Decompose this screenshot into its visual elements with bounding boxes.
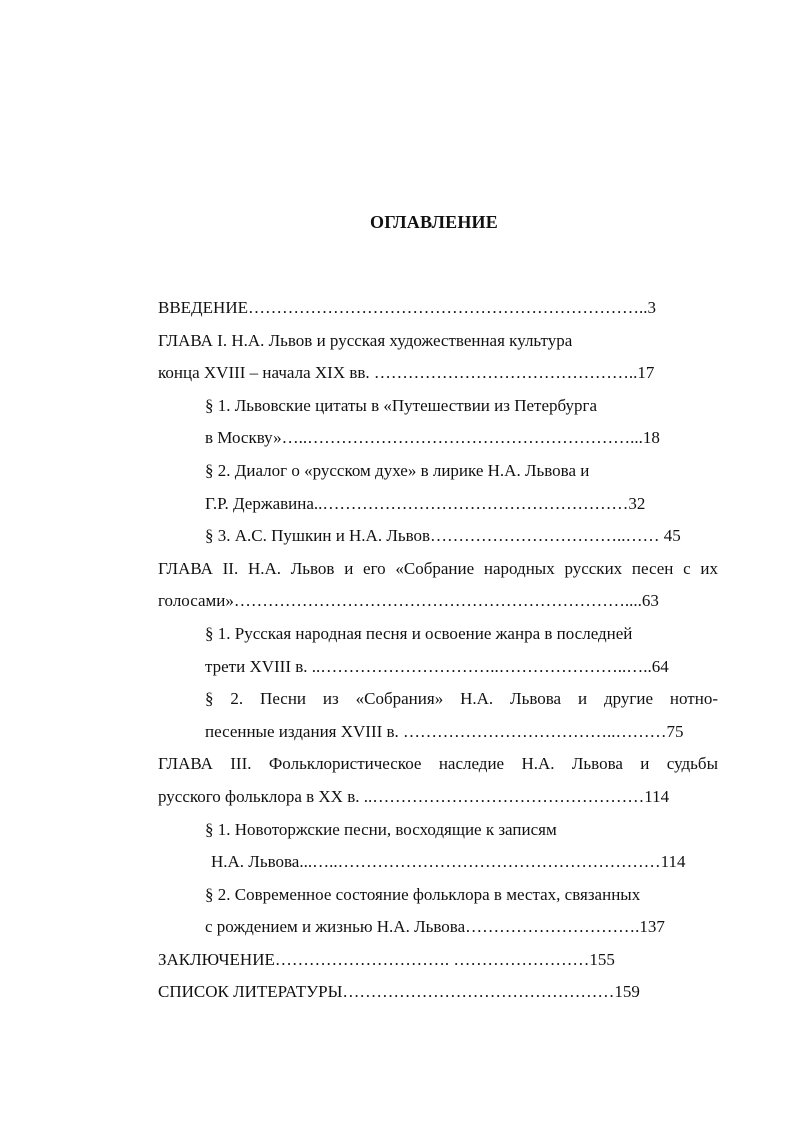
toc-section-3-2: § 2. Современное состояние фольклора в местах, связанных <box>205 884 641 904</box>
toc-section-2-1: § 1. Русская народная песня и освоение жанра в последней <box>205 623 633 643</box>
page-title: ОГЛАВЛЕНИЕ <box>370 212 498 232</box>
toc-section-2-2: § 2. Песни из «Собрания» Н.А. Львова и другие нотно- <box>205 689 718 709</box>
toc-section-3-1: § 1. Новоторжские песни, восходящие к записям <box>205 819 557 839</box>
toc-chapter-2-title-cont: голосами»……………………………………………………………....63 <box>158 591 659 611</box>
toc-section-1-1-cont: в Москву»…..…………………………………………………...18 <box>205 428 660 448</box>
toc-section-1-3: § 3. А.С. Пушкин и Н.А. Львов……………………………..…… 45 <box>205 526 681 546</box>
toc-entry-introduction: ВВЕДЕНИЕ……………………………………………………………..3 <box>158 298 656 317</box>
toc-section-1-2-cont: Г.Р. Державина..………………………………………………32 <box>205 493 646 513</box>
toc-section-2-2-cont: песенные издания XVIII в. ………………………………..………75 <box>205 721 684 741</box>
toc-chapter-1-title: ГЛАВА I. Н.А. Львов и русская художественная культура <box>158 330 573 350</box>
toc-chapter-3-title-cont: русского фольклора в XX в. ..…………………………………………114 <box>158 786 670 806</box>
toc-chapter-3-title: ГЛАВА III. Фольклористическое наследие Н.А. Львова и судьбы <box>158 754 718 774</box>
toc-chapter-1-title-cont: конца XVIII – начала XIX вв. ………………………………………..17 <box>158 363 655 383</box>
toc-entry-conclusion: ЗАКЛЮЧЕНИЕ…………………………. ……………………155 <box>158 949 615 969</box>
toc-section-3-1-cont: Н.А. Львова...…..…………………………………………………114 <box>211 852 686 872</box>
toc-section-2-1-cont: трети XVIII в. ..…………………………..…………………..…..64 <box>205 656 669 676</box>
toc-section-1-1: § 1. Львовские цитаты в «Путешествии из Петербурга <box>205 395 598 415</box>
table-of-contents <box>158 292 718 1009</box>
toc-entry-bibliography: СПИСОК ЛИТЕРАТУРЫ…………………………………………159 <box>158 982 640 1002</box>
toc-section-1-2: § 2. Диалог о «русском духе» в лирике Н.А. Львова и <box>205 460 590 480</box>
toc-section-3-2-cont: с рождением и жизнью Н.А. Львова………………………….137 <box>205 917 665 937</box>
toc-chapter-2-title: ГЛАВА II. Н.А. Львов и его «Собрание народных русских песен с их <box>158 558 718 578</box>
